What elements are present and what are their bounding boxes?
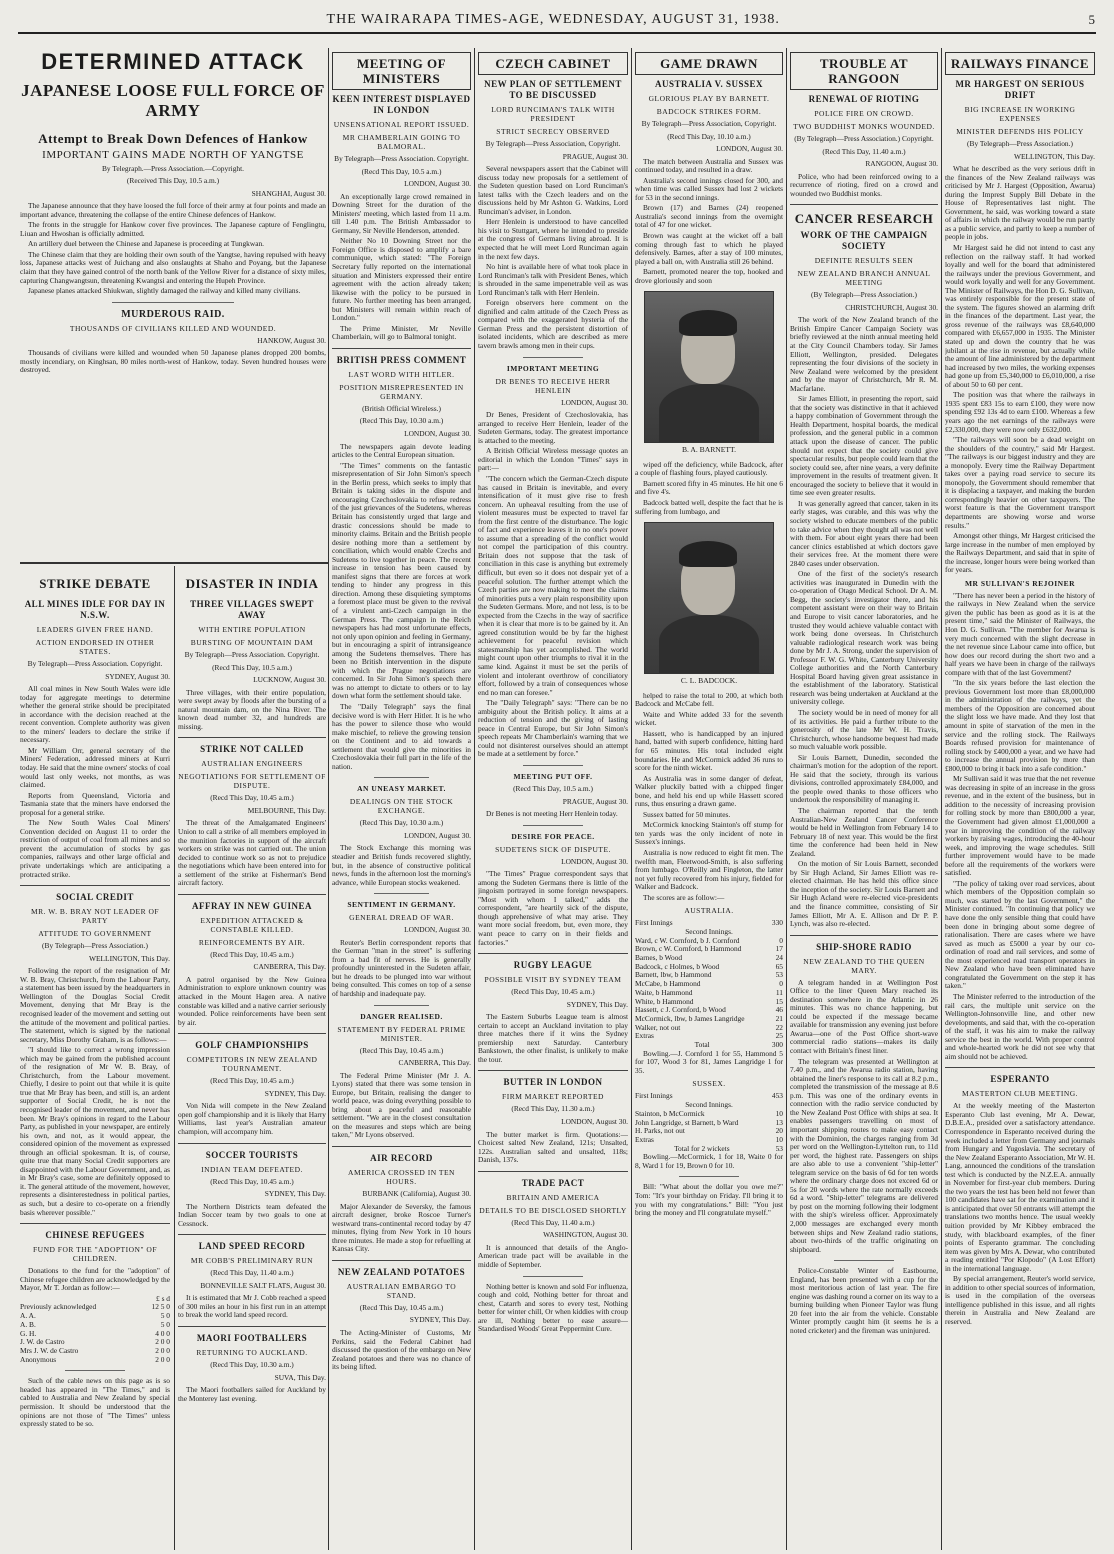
column-czech-cabinet (478, 48, 628, 1550)
received-line: (Recd This Day, 10.30 a.m.) (359, 416, 444, 426)
donation-table (20, 1295, 170, 1365)
paragraph: No hint is available here of what took place in Lord Runciman's talk with President Benes, which is shrouded in the same impenetrable veil as was Lord Runciman's talk with Herr Henlein. (478, 262, 628, 297)
paragraph: helped to raise the total to 200, at which both Badcock and McCabe fell. (635, 690, 783, 709)
paragraph: The Acting-Minister of Customs, Mr Perkins, said the Federal Cabinet had discussed the question of the embargo on New Zealand potatoes and there was no chance of its being lifted. (332, 1327, 471, 1372)
subheadline: MR COBB'S PRELIMINARY RUN (190, 1256, 314, 1266)
headline: DANGER REALISED. (360, 1011, 443, 1021)
subheadline: JAPANESE LOOSE FULL FORCE OF ARMY (21, 80, 325, 120)
paragraph: It was generally agreed that cancer, taken in its early stages, was curable, and this was why the society wished to educate members of the public to take advice when they thought all was not well with them. For about eight years there had been cancer clinics established at which doctors gave their services free. At the moment there were 2840 cases under observation. (790, 498, 938, 568)
headline: MEETING OF MINISTERS (332, 52, 471, 90)
subheadline: AUSTRALIA V. SUSSEX (655, 79, 763, 89)
subheadline: AUSTRALIAN ENGINEERS (201, 759, 303, 769)
paragraph: Several newspapers assert that the Cabinet will discuss today new proposals for a settlement of the Sudeten question based on Lord Runciman's latest talks with the Czech leaders and on the discussions held by Mr Ashton G. Watkins, Lord Runciman's adviser, in London. (478, 164, 628, 216)
column-railways-finance (945, 48, 1095, 1550)
byline: (British Official Wireless.) (362, 403, 441, 413)
paragraph: The match between Australia and Sussex was continued today, and resulted in a draw. (635, 156, 783, 175)
column-rule (631, 48, 632, 1550)
paragraph: "The concern which the German-Czech dispute has caused in Britain is inevitable, and every intensification of it must give rise to fresh concern. An upheaval resulting from the use of violent measures must be expected to travel far from the first centre of the disturbance. The logic of fact and experience leaves it in no one's power to assume that a spreading of the conflict would not compel the participation of this country. Britain does not suppose that the task of conciliation in this case is anything but extremely difficult, but even so it does not despair yet of a peaceful solution. The further attempt which the Czech parties are now making to meet the claims of minorities puts a very plain responsibility upon the Sudeten Germans. More, and not less, is to be expected from the Czechs in the way of sacrifice when it is clear that more is to be gained by it. An agreed constitution would be by far the highest achievement for peaceful revision which statesmanship has yet accomplished. The world might count upon other triumphs to rival it in the same kind. Against it must be set the perils of violent and intolerant overthrow of conciliatory effort, followed by a train of consequences whose end no man can foresee." (478, 473, 628, 697)
section-rule (20, 562, 328, 564)
headline: BUTTER IN LONDON (503, 1077, 603, 1088)
headline: MEETING PUT OFF. (513, 772, 593, 781)
byline: By Telegraph—Press Association, Copyright. (485, 139, 621, 148)
received-line: (Recd This Day, 11.30 a.m.) (511, 1104, 595, 1114)
received-line: (Recd This Day, 10.45 a.m.) (359, 1302, 444, 1312)
headline: LAND SPEED RECORD (198, 1241, 306, 1252)
paragraph: Following the report of the resignation of Mr W. B. Bray, Christchurch, from the Labour Party, a statement has been issued by the headquarters in Wellington of the Douglas Social Credit Movement, denying that Mr Bray is the recognised leader of the movement and setting out the attitude of the movement and political parties. The statement, which is signed by the national secretary, Miss Dorothy Graham, is as follows:— (20, 966, 170, 1044)
paragraph: The scores are as follow:— (643, 892, 725, 902)
headline: DETERMINED ATTACK (41, 49, 305, 74)
dateline: LONDON, August 30. (716, 144, 783, 154)
subheadline: Attempt to Break Down Defences of Hankow (38, 130, 308, 146)
column-rule (328, 48, 329, 1550)
paragraph: The position was that where the railways in 1935 spent £83 15s to earn £100, they were now spending £92 13s 4d to earn £100. Whereas a few years ago the net earnings of the railways were £2,330,000, they were now only £632,000. (945, 390, 1095, 434)
headline: MURDEROUS RAID. (121, 308, 225, 320)
paragraph: The New South Wales Coal Miners' Convention decided on August 11 to order the restriction of output of coal from all mines and so prevent the accumulation of stocks by gas companies, railways and other large official and private undertakings which are anticipating a protracted strike. (20, 818, 170, 879)
paragraph: It is announced that details of the Anglo-American trade pact will be available in the middle of September. (478, 1242, 628, 1269)
scorecard-heading: SUSSEX. (692, 1079, 726, 1089)
received-line: (Recd This Day, 10.45 a.m.) (210, 1176, 294, 1186)
subheadline: UNSENSATIONAL REPORT ISSUED. (333, 120, 470, 129)
received-line: (Recd This Day, 11.40 a.m.) (822, 146, 906, 156)
table-row: Total 300 (694, 1040, 783, 1050)
dateline: SYDNEY, This Day. (566, 999, 628, 1009)
paragraph: wiped off the deficiency, while Badcock, after a couple of flashing fours, played cautiously. (635, 459, 783, 478)
paragraph: Australia is now reduced to eight fit men. The twelfth man, Fleetwood-Smith, is also suffering from lumbago. O'Reilly and Fingleton, the latter not yet fully recovered from his injury, fielded for Walker and Badcock. (635, 847, 783, 892)
paragraph: Reports from Queensland, Victoria and Tasmania state that the miners have endorsed the proposal for a general strike. (20, 790, 170, 817)
subheadline: DEALINGS ON THE STOCK EXCHANGE. (349, 797, 454, 816)
byline: (By Telegraph—Press Association.) (811, 290, 917, 300)
subheadline: LORD RUNCIMAN'S TALK WITH PRESIDENT (491, 105, 615, 123)
received-line: (Recd This Day, 11.40 a.m.) (511, 1217, 595, 1227)
byline: By Telegraph—Press Association, Copyright. (641, 119, 777, 128)
byline: By Telegraph.—Press Association.—Copyright. (101, 163, 245, 173)
subheadline: RENEWAL OF RIOTING (808, 94, 920, 104)
headline: IMPORTANT MEETING (506, 363, 600, 373)
byline: (By Telegraph—Press Association.) (42, 941, 148, 951)
column-rule (474, 48, 475, 1550)
table-row: White, b Hammond 15 (635, 996, 783, 1006)
paragraph: Sir Louis Barnett, Dunedin, seconded the chairman's motion for the adoption of the report. He said that the society, through its various divisions, controlled approximately £84,000, and the people owed thanks to those officers who undertook the responsibility of managing it. (790, 752, 938, 805)
headline: TROUBLE AT RANGOON (790, 52, 938, 90)
received-line: (Recd This Day, 10.45 a.m.) (210, 1076, 294, 1086)
paragraph: As Australia was in some danger of defeat, Walker pluckily batted with a chipped finger bone, and held his end up while Hassett scored runs, thus ensuring a drawn game. (635, 773, 783, 809)
paragraph: The Japanese announce that they have loosed the full force of their army at four points and made an important advance, threatening the collapse of the entire Chinese defences of Hankow. (20, 201, 326, 219)
paragraph: Amongst other things, Mr Hargest criticised the large increase in the number of men employed by the Railways Department, and said that in spite of the increase, longer hours were being worked than for years. (945, 531, 1095, 575)
paragraph: Police-Constable Winter of Eastbourne, England, has been presented with a cup for the most meritorious action of last year. The fire engine was dashing round a corner on its way to a burning building when Pioneer Taylor was flung 20 feet into the air from the vehicle. Constable Winter promptly caught him (it seems he is a noted cricketer) and the fireman was uninjured. (790, 1266, 938, 1335)
paragraph: McCormick knocking Stainton's off stump for ten yards was the only incident of note in Sussex's innings. (635, 820, 783, 847)
subheadline: STATEMENT BY FEDERAL PRIME MINISTER. (337, 1024, 466, 1043)
subheadline: GENERAL DREAD OF WAR. (349, 913, 454, 923)
portrait-photo-barnett (644, 291, 774, 443)
paragraph: The butter market is firm. Quotations:—Choicest salted New Zealand, 121s; Unsalted, 122s. Australian salted and unsalted, 118s; Danish, 137s. (478, 1129, 628, 1165)
subheadline: MR SULLIVAN'S REJOINER (964, 578, 1076, 588)
subheadline: NEW ZEALAND BRANCH ANNUAL MEETING (797, 269, 931, 288)
paragraph: Japanese planes attacked Shiukwan, slightly damaged the railway and killed many civilians. (28, 286, 301, 296)
headline: DESIRE FOR PEACE. (511, 831, 595, 841)
subheadline: LAST WORD WITH HITLER. (348, 369, 455, 379)
paragraph: The threat of the Amalgamated Engineers' Union to call a strike of all members employed in the munition factories in support of the aircraft workers on strike was not carried out. The union decided to continue work so as not to prejudice the negotiations which have been entered into for a settlement of the strike at Fisherman's Bend aircraft factory. (178, 818, 326, 888)
headline: CANCER RESEARCH (794, 211, 934, 227)
paragraph: Bowling.—J. Cornford 1 for 55, Hammond 5 for 107, Wood 3 for 81, James Langridge 1 for 35. (635, 1048, 783, 1075)
table-row: Brown, c W. Cornford, b Hammond 17 (635, 944, 783, 954)
paragraph: Bowling.—McCormick, 1 for 18, Waite 0 for 8, Ward 1 for 19, Brown 0 for 10. (635, 1152, 783, 1170)
photo-caption: B. A. BARNETT. (681, 445, 737, 455)
subheadline: REINFORCEMENTS BY AIR. (198, 937, 306, 947)
subheadline: GLORIOUS PLAY BY BARNETT. (648, 94, 770, 103)
headline: SOCCER TOURISTS (205, 1149, 299, 1160)
table-row: Barnes, b Wood 24 (635, 953, 783, 963)
paragraph: A British Official Wireless message quotes an editorial in which the London "Times" says in part:— (478, 446, 628, 473)
paragraph: Sussex batted for 50 minutes. (643, 809, 731, 819)
received-line: (Recd This Day, 10.5 a.m.) (513, 784, 593, 793)
subheadline: POSSIBLE VISIT BY SYDNEY TEAM (484, 975, 622, 985)
paragraph: An exceptionally large crowd remained in Downing Street for the duration of the Ministers' meeting, which lasted from 11 a.m. till 1.40 p.m. The British Ambassador to Germany, Sir Neville Henderson, attended. (332, 191, 471, 235)
headline: DISASTER IN INDIA (185, 576, 319, 591)
headline: RAILWAYS FINANCE (945, 52, 1095, 75)
paragraph: The Federal Prime Minister (Mr J. A. Lyons) stated that there was some tension in Europe, but Britain, realising the danger to world peace, was doing everything possible to bring about a peaceful and reasonable settlement. "We are in the closest consultation on the measures and steps which are being taken," Mr Lyons observed. (332, 1070, 471, 1140)
paragraph: Dr Benes, President of Czechoslovakia, has arranged to receive Herr Henlein, leader of the Sudeten Germans, today. The greatest importance is attached to the meeting. (478, 410, 628, 445)
subheadline: NEGOTIATIONS FOR SETTLEMENT OF DISPUTE. (178, 772, 326, 791)
paragraph: The Eastern Suburbs League team is almost certain to accept an Auckland invitation to play three matches there if it wins the Sydney premiership next Saturday. Canterbury Bankstown, the other finalist, is unlikely to make the tour. (478, 1012, 628, 1064)
paragraph: Police, who had been reinforced owing to a recurrence of rioting, fired on a crowd and wounded two Buddhist monks. (790, 171, 938, 198)
table-row: John Langridge, st Barnett, b Ward 13 (635, 1117, 783, 1127)
subheadline: COMPETITORS IN NEW ZEALAND TOURNAMENT. (186, 1055, 318, 1074)
dateline: SYDNEY, This Day. (409, 1315, 471, 1325)
table-row: Total for 2 wickets 53 (674, 1143, 783, 1153)
paragraph: Neither No 10 Downing Street nor the Foreign Office is disposed to amplify a bare communique, which stated: "The Foreign Secretary fully reported on the international situation and Ministers expressed their entire agreement with the action already taken; likewise with the policy to be pursued in future. No further meeting has been arranged, but Ministers will remain within reach of London." (332, 236, 471, 323)
dateline: RANGOON, August 30. (865, 159, 938, 169)
headline: TRADE PACT (521, 1177, 585, 1188)
scorecard-australia: First Innings 330 Second Innings. Ward, c W. Cornford, b J. Cornford 0 Brown, c W. Cornford, b Hammond 17 Barnes, b Wood 24 Badcock, c Holmes, b Wood 65 Barnett, lbw, b Hammond 53 McCabe, b Hammond 0 Waite, b Hammond 11 White, b Hammond 15 Hassett, c J. Cornford, b Wood 46 McCormick, lbw, b James Langridge 21 Walker, not out 22 Extras 25 Total 300 (635, 918, 783, 1050)
dateline: LONDON, August 30. (404, 179, 471, 189)
table-row: First Innings 453 (635, 1091, 783, 1101)
dateline: SYDNEY, This Day. (264, 1189, 326, 1199)
column-disaster-in-india (178, 568, 326, 1550)
dateline: PRAGUE, August 30. (562, 151, 628, 161)
paragraph: "There has never been a period in the history of the railways in New Zealand when the service given the public has been as good as it is at the present time," said the Minister of Railways, the Hon D. G. Sullivan. "The member for Awarua is very much concerned with the slight decrease in the net revenue since Labour came into office, but how does our record during the short two and a half years we have been in charge of the railways compare with that of the last Government? (945, 590, 1095, 677)
dateline: WELLINGTON, This Day. (1014, 151, 1095, 161)
subheadline: FIRM MARKET REPORTED (502, 1092, 604, 1102)
paragraph: Foreign observers here comment on the dignified and calm attitude of the Czech Press as compared with the exaggerated hysteria of the German Press and the persistent distortion of isolated incidents, which are described as mere tavern brawls among men in their cups. (478, 298, 628, 351)
advertisement-verse: Nothing better is known and sold For influenza, cough and cold, Nothing better for throat and chest, Catarrh and sores to every test, Nothing better for winter chill, Or when kiddies with croup are ill, Nothing better to ease assure—Standardised Woods' Great Peppermint Cure. (478, 1281, 628, 1334)
byline: (By Telegraph—Press Association.) (967, 139, 1073, 148)
paragraph: A patrol organised by the New Guinea Administration to explore unknown country was attacked in the Mount Hagen area. A native constable was killed and a native carrier seriously wounded. Police reinforcements have been sent by air. (178, 974, 326, 1027)
subheadline: POLICE FIRE ON CROWD. (814, 109, 914, 118)
received-line: (Recd This Day, 10.30 a.m.) (210, 1359, 294, 1369)
byline: (By Telegraph—Press Association.) Copyright. (794, 134, 934, 143)
paragraph: Donations to the fund for the "adoption" of Chinese refugee children are acknowledged by the Mayor, Mr T. Jordan as follow:— (20, 1266, 170, 1293)
paragraph: The chairman reported that the tenth Australian-New Zealand Cancer Conference would be held in Wellington from February 14 to February 18 of next year. This would be the first time the conference had been held in New Zealand. (790, 806, 938, 858)
subheadline: DEFINITE RESULTS SEEN (814, 256, 914, 266)
subheadline: MINISTER DEFENDS HIS POLICY (956, 127, 1084, 136)
paragraph: "The policy of taking over road services, about which members of the Opposition complain so much, was started by the last Government," the Minister continued. "In continuing that policy we have done the only sensible thing that could have been done in bringing about some degree of rationalisation. There are cases where we have saved as much as £5000 a year by our co-ordination of road and rail services, and some of the most experienced road transport operators in New Zealand who have been eliminated have congratulated the Government on the step it has taken." (945, 878, 1095, 991)
subheadline: ALL MINES IDLE FOR DAY IN N.S.W. (24, 599, 166, 620)
paragraph: What he described as the very serious drift in the finances of the New Zealand railways was criticised by Mr J. Hargest (Opposition, Awarua) during the Imprest Supply Bill Debate in the House of Representatives last night. The Government, he said, was working toward a state of affairs in which the railway would be run partly as a public service, and partly to keep a number of people in jobs. (945, 164, 1095, 242)
headline: CZECH CABINET (478, 52, 628, 75)
paragraph: The Maori footballers sailed for Auckland by the Monterey last evening. (178, 1385, 326, 1403)
received-line: (Recd This Day, 10.45 a.m.) (210, 793, 294, 803)
table-row: G. H. 4 0 0 (20, 1328, 170, 1338)
received-line: (Recd This Day, 10.45 a.m.) (511, 987, 595, 997)
table-row: Badcock, c Holmes, b Wood 65 (635, 961, 783, 971)
paragraph: The society would be in need of money for all of its activities. He paid a further tribute to the generosity of the late Mr W. H. Travis, Christchurch, whose handsome bequest had made so much valuable work possible. (790, 707, 938, 752)
paragraph: "The Times" comments on the fantastic misrepresentation of Sir John Simon's speech in the Berlin press, which seeks to imply that Britain is taking sides in the dispute and encouraging Czechoslovakia to refuse redress of the just grievances of the Sudetens, whereas Britain has consistently urged that large and drastic concessions should be made to minority claims. Britain and the British people desire nothing more than a settlement by conciliation, which would enable Czechs and Sudetens to live together in peace. The recent increase in tension has been caused by manifest signs that there are forces at work tending to hinder any progress in this direction. Among these disquieting symptoms a foremost place must be given to the revival of a virulent anti-Czech campaign in the German Press. The campaign in the Reich newspapers has had most unfortunate effects, not only upon opinion and feeling in Germany, but in encouraging a spirit of intransigeance among the Sudetens themselves. There has been no British intervention in the dispute with which the Prague negotiations are concerned. In Sir John Simon's speech there was no attempt to dictate to others or to lay down what form the settlement should take. (332, 460, 471, 701)
paragraph: Badcock batted well, despite the fact that he is suffering from lumbago, and (635, 498, 783, 516)
currency-header: £ s d (156, 1293, 170, 1303)
paragraph: The Chinese claim that they are holding their own south of the Yangtse, having repulsed with heavy loss, Japanese attacks west of Juichang and also onslaughts at Shaho and Poyang, but the Japanese claim that they have gained control of the north bank of the Yellow River for a distance of sixty miles, capturing Changwangtsun, threatening Kwangtsi and entering the Hupeh Province. (20, 249, 326, 285)
dateline: LONDON, August 30. (404, 429, 471, 439)
headline: NEW ZEALAND POTATOES (337, 1266, 466, 1277)
byline: By Telegraph—Press Association. Copyright. (184, 650, 320, 659)
headline: RUGBY LEAGUE (513, 960, 593, 971)
received-line: (Recd This Day, 10.5 a.m.) (361, 166, 442, 176)
dateline: LONDON, August 30. (404, 830, 471, 840)
paragraph: Australia's second innings closed for 300, and when time was called Sussex had lost 2 wickets for 53 in the second innings. (635, 175, 783, 202)
paragraph: The Minister referred to the introduction of the rail cars, the multiple unit service on the Wellington-Johnsonville line, and other new developments, and said that, with the co-operation of the staff, it was his aim to make the railway service the best in the world. With proper control and whole-hearted work he did not see why that aim should not be achieved. (945, 991, 1095, 1061)
subheadline: BADCOCK STRIKES FORM. (656, 107, 762, 116)
table-row: Walker, not out 22 (635, 1022, 783, 1032)
masthead (18, 8, 1096, 34)
paragraph: Such of the cable news on this page as is so headed has appeared in "The Times," and is cabled to Australia and New Zealand by special permission. It should be understood that the opinions are not those of "The Times" unless expressly stated to be so. (20, 1376, 170, 1429)
paragraph: Reuter's Berlin correspondent reports that the German "man in the street" is suffering from a bad fit of nerves. He is generally profoundly uninterested in the Sudeten affair, but he dreads to be plunged into war without being consulted. This comes on top of a sense of hardship and inadequate pay. (332, 937, 471, 999)
subheadline: BURSTING OF MOUNTAIN DAM (190, 638, 314, 647)
table-row: Anonymous 2 0 0 (20, 1354, 170, 1364)
byline: By Telegraph—Press Association. Copyright. (334, 154, 469, 163)
column-trouble-at-rangoon (790, 48, 938, 1550)
subheadline: MR CHAMBERLAIN GOING TO BALMORAL. (342, 133, 461, 151)
dateline: CANBERRA, This Day. (253, 962, 326, 972)
subheadline: BRITAIN AND AMERICA (506, 1192, 600, 1202)
dateline: PRAGUE, August 30. (562, 796, 628, 806)
paragraph: The "Daily Telegraph" says: "There can be no ambiguity about the British policy. It aims at a reduction of tension and the giving of lasting peace in Central Europe, but Sir John Simon's speech repeats Mr Chamberlain's warning that we could not disinterest ourselves should an attempt be made at a settlement by force." (478, 698, 628, 759)
received-line: (Recd This Day, 11.40 a.m.) (210, 1268, 294, 1278)
subheadline: TWO BUDDHIST MONKS WOUNDED. (793, 122, 935, 131)
received-line: (Recd This Day, 10.45 a.m.) (210, 949, 294, 959)
subheadline: ACTION ENDORSED IN OTHER STATES. (35, 638, 155, 656)
subheadline: WORK OF THE CAMPAIGN SOCIETY (800, 230, 928, 252)
article-determined-attack (20, 48, 326, 560)
paragraph: At the weekly meeting of the Masterton Esperanto Club last evening, Mr A. Dewar, D.B.E.A., presided over a satisfactory attendance. Correspondence in Esperanto received during the week included a letter from Germany and journals from Hungary and Yugoslavia. The secretary of the New Zealand Esperanto Association, Mr W. H. Lang, announced the conditions of the translation test which is conducted by the N.Z.E.A. annually in November for first-year club members. During the two years the test has been held not fewer than 100 candidates have sat for the examination and it is anticipated that over 50 entrants will attempt the translations two months hence. The usual weekly tuition provided by Mr Kibbey embraced the study, with blackboard examples, of the finer points of Esperanto grammar. The concluding item was given by Mrs A. Dewar, who contributed a reading entitled "Por Klopodo" (A Lost Effort) in the international language. (945, 1101, 1095, 1273)
paragraph: Herr Henlein is understood to have cancelled his visit to Stuttgart, where he intended to preside at the congress of Germans living abroad. It is expected that he will meet Lord Runciman again in the next few days. (478, 217, 628, 261)
paragraph: Thousands of civilians were killed and wounded when 50 Japanese planes dropped 200 bombs, mostly incendiary, on Kinghsan, 80 miles north-west of Hankow, today. Seven hundred houses were destroyed. (20, 348, 326, 375)
subheadline: MR. W. B. BRAY NOT LEADER OF PARTY (30, 907, 160, 926)
column-game-drawn (635, 48, 783, 1550)
headline: STRIKE NOT CALLED (200, 744, 304, 755)
paragraph: Dr Benes is not meeting Herr Henlein today. (486, 809, 618, 819)
dateline: LONDON, August 30. (561, 856, 628, 866)
dateline: SUVA, This Day. (274, 1372, 326, 1382)
table-row: A. B. 5 0 (20, 1319, 170, 1329)
paragraph: Major Alexander de Seversky, the famous aircraft designer, broke Roscoe Turner's westward trans-continental record today by 47 minutes, flying from New York in 10 hours three minutes. He made a stop for refuelling at Kansas City. (332, 1201, 471, 1254)
scorecard-heading: AUSTRALIA. (684, 906, 734, 916)
paragraph: "In the six years before the last election the previous Government lost more than £8,000,000 in the administration of the railways, yet the members of the Opposition are concerned about the slight loss we have made. And they lost that amount in spite of starvation of the men in the service and the rolling stock. The Railways Boards refused provision for maintenance of rolling stock by £400,000 a year, and we have had to increase the annual provision by more than £800,000 to bring it back into a safe condition." (945, 678, 1095, 773)
subheadline: THREE VILLAGES SWEPT AWAY (190, 599, 314, 620)
headline: SENTIMENT IN GERMANY. (347, 900, 456, 910)
subheadline: MASTERTON CLUB MEETING. (961, 1089, 1079, 1099)
received-line: (Recd This Day, 10.45 a.m.) (359, 1045, 444, 1055)
dateline: SYDNEY, This Day. (264, 1088, 326, 1098)
table-row: J. W. de Castro 2 0 0 (20, 1337, 170, 1347)
paragraph: Mr Sullivan said it was true that the net revenue was decreasing in spite of an increase in the gross revenue, and in the extent of the business, but in addition to the necessity of increasing provision for rolling stock by more than £800,000 a year, the Government had given almost £1,000,000 a year in improving the condition of the railway workers by raising wages, introducing the 40-hour week, and improving the wage schedules. Still further improvement would have to be made before all the requirements of the workers were satisfied. (945, 774, 1095, 878)
paragraph: "The Times" Prague correspondent says that among the Sudeten Germans there is little of the jingoism portrayed in some foreign newspapers. "Most with whom I talked," adds the correspondent, "are heartily sick of the dispute, though apprehensive of what may arise. They want more social freedom, but, even more, they want peace to carry on in their fields and factories." (478, 869, 628, 947)
column-rule (786, 48, 787, 1550)
dateline: BONNEVILLE SALT FLATS, August 30. (200, 1280, 326, 1290)
paragraph: Hassett, who is handicapped by an injured hand, batted with superb confidence, hitting hard for 65 minutes. His total included eight boundaries. He and McCormick added 36 runs to score for the ninth wicket. (635, 728, 783, 773)
table-row: A. A. 5 0 (20, 1311, 170, 1321)
column-rule (174, 566, 175, 1550)
headline: STRIKE DEBATE (39, 576, 151, 591)
table-row: McCabe, b Hammond 0 (635, 979, 783, 989)
table-row: Extras 10 (635, 1134, 783, 1144)
table-row: First Innings 330 (635, 918, 783, 928)
masthead-title: THE WAIRARAPA TIMES-AGE, WEDNESDAY, AUGUST 31, 1938. (326, 12, 780, 27)
headline: ESPERANTO (990, 1074, 1050, 1085)
paragraph: The Stock Exchange this morning was steadier and British funds recovered slightly, but, in the absence of constructive political news, funds in the afternoon lost the morning's advance, while European stocks weakened. (332, 843, 471, 887)
dateline: BURBANK (California), August 30. (362, 1189, 471, 1199)
paragraph: Waite and White added 33 for the seventh wicket. (635, 709, 783, 728)
subheadline: POSITION MISREPRESENTED IN GERMANY. (339, 382, 464, 401)
subheadline: EXPEDITION ATTACKED & CONSTABLE KILLED. (200, 915, 304, 934)
table-row: Stainton, b McCormick 10 (635, 1108, 783, 1118)
headline: SHIP-SHORE RADIO (816, 941, 912, 952)
table-row: H. Parks, not out 20 (635, 1126, 783, 1136)
dateline: WELLINGTON, This Day. (89, 953, 170, 963)
headline: GAME DRAWN (635, 52, 783, 75)
paragraph: Bill: "What about the dollar you owe me?" Tom: "It's your birthday on Friday. I'll bring it to you with my congratulations." Bill: "You just bring the money and I'll congratulate myself." (635, 1182, 783, 1218)
paragraph: It is estimated that Mr J. Cobb reached a speed of 300 miles an hour in his first run in an attempt to break the world land speed record. (178, 1293, 326, 1320)
subheadline: RETURNING TO AUCKLAND. (196, 1347, 308, 1357)
subheadline: AMERICA CROSSED IN TEN HOURS. (348, 1168, 455, 1187)
paragraph: Sir James Elliott, in presenting the report, said that the society was distinctive in that it achieved a happy combination of Government through the Health Department, hospital boards, the medical profession, and the general public in a common attack upon the disease of cancer. The public should not expect that the society could give spectacular results, but people could learn that the society could see, after nine years, a very definite improvement in the results of treatment given. It encouraged the society to believe that it would in time see even greater results. (790, 394, 938, 498)
table-row: Previously acknowledged 12 5 0 (20, 1302, 170, 1312)
table-row: McCormick, lbw, b James Langridge 21 (635, 1013, 783, 1023)
received-line: (Received This Day, 10.5 a.m.) (126, 176, 220, 186)
dateline: CANBERRA, This Day. (398, 1058, 471, 1068)
paragraph: "The railways will soon be a dead weight on the shoulders of the country," said Mr Hargest. "The railways is our biggest industry and they are a monopoly. Every time the Railway Department takes over a paying road service to secure its monopoly, the Government should remember that it is displacing a taxpayer, and making the burden correspondingly heavier on other taxpayers. The worst feature is that the Government transport departments are showing worse and worse results." (945, 435, 1095, 530)
dateline: CHRISTCHURCH, August 30. (845, 302, 938, 312)
paragraph: "I should like to correct a wrong impression which may be gained from the published account of the resignation of Mr W. B. Bray, of Christchurch, from the Labour movement. Chiefly, I desire to point out that while it is quite true that Mr Bray has been, and still is, an ardent supporter of Social Credit, he is not the recognised leader of the movement, and never has been. Mr Bray's opinions in regard to the Labour Party, as published in your newspaper, are entirely his own, and not, as it would appear, the considered opinion of the movement as expressed through an official spokesman. It is, of course, quite true that many Social Credit supporters are disappointed with the Labour Government, and, as in Mr Bray's case, some are definitely opposed to it. The general attitude of the movement, however, represents a disinterestedness in political parties, as such, but a desire to co-operate on a friendly basis wherever possible." (20, 1045, 170, 1217)
subheadline: DR BENES TO RECEIVE HERR HENLEIN (495, 376, 611, 395)
paragraph: An artillery duel between the Chinese and Japanese is proceeding at Tungkwan. (28, 239, 265, 249)
dateline: SHANGHAI, August 30. (251, 188, 326, 198)
paragraph: Barnett, promoted nearer the top, hooked and drove gloriously and soon (635, 267, 783, 285)
paragraph: The "Daily Telegraph" says the final decisive word is with Herr Hitler. It is he who has the power to silence those who would make mischief, to relieve the growing tension on the Continent and to aid towards a settlement that would give the minorities in Czechoslovakia their full part in the life of the nation. (332, 701, 471, 771)
paragraph: The fronts in the struggle for Hankow cover five provinces. The Japanese capture of Fenglingtu, Liuan and Hwoshan is officially admitted. (20, 220, 326, 238)
headline: AIR RECORD (370, 1153, 433, 1164)
paragraph: The newspapers again devote leading articles to the Central European situation. (332, 441, 471, 460)
paragraph: Mr Hargest said he did not intend to cast any reflection on the railway staff. It had worked loyally and well for the board that administered the railways under the previous Government, and would work loyally and well for any Government. The Minister of Railways, the Hon D. G. Sullivan, was entirely responsible for the present state of the system. The figures showed an alarming drift in the finances of the department. Last year, the gross revenue of the railways was £8,640,000 compared with £6,657,000 in 1935. The Minister stated up and down the country that he was jubilant at the rise in revenue, but actually while the amount of line administered by the department had increased by two miles, the working expenses had gone up from £5,340,000 to £6,010,000, a rise of about 50 to 60 per cent. (945, 243, 1095, 389)
dateline: LONDON, August 30. (404, 925, 471, 935)
dateline: HANKOW, August 30. (257, 335, 326, 345)
table-row: Extras 25 (635, 1031, 783, 1041)
dateline: LONDON, August 30. (561, 1117, 628, 1127)
headline: BRITISH PRESS COMMENT (336, 354, 467, 365)
dateline: LUCKNOW, August 30. (253, 675, 326, 685)
paragraph: A telegram handed in at Wellington Post Office to the liner Queen Mary reached its destination somewhere in the Atlantic in 26 minutes. This was no chance happening, but could be expected if the message became available for transmission any evening just before Awarua—one of the Post Office short-wave commercial radio stations—makes its daily contact with Britain's finest liner. (790, 977, 938, 1056)
received-line: (Recd This Day, 10.30 a.m.) (359, 818, 444, 828)
headline: SOCIAL CREDIT (56, 892, 134, 903)
headline: MAORI FOOTBALLERS (196, 1332, 308, 1343)
paragraph: The telegram was presented at Wellington at 7.40 p.m., and the Awarua radio station, having obtained the liner's response to its call at 8.2 p.m., completed the transmission of the message at 8.6 p.m. This was one of the ordinary events in connection with the radio service conducted by the New Zealand Post Office with ships at sea. It enables passengers travelling on most of important shipping routes to make easy contact with the Dominion, the charges ranging from 3d per word on the Wellington-Lyttelton run, to 11d per word, the highest rate. Passengers on ships are also able to use a convenient "ship-letter" telegram service on the basis of 6d for ten words where the ordinary charge does not exceed 6d or 5s for 20 words where the rate normally exceeds 6d a word. "Ship-letter" telegrams are delivered by post on the morning following their lodgment with the ship's wireless officer. Approximately 2,000 messages are exchanged every month between ships and New Zealand radio stations, about two-thirds of the traffic originating on shipboard. (790, 1056, 938, 1254)
table-row: Waite, b Hammond 11 (635, 987, 783, 997)
paragraph: By special arrangement, Reuter's world service, in addition to other special sources of information, is used in the compilation of the overseas intelligence published in this issue, and all rights therein in Australia and New Zealand are reserved. (945, 1274, 1095, 1326)
subheadline: SUDETENS SICK OF DISPUTE. (495, 844, 611, 854)
column-meeting-of-ministers (332, 48, 471, 1550)
paragraph: The Northern Districts team defeated the Indian Soccer team by two goals to one at Cessnock. (178, 1201, 326, 1228)
column-rule (941, 48, 942, 1550)
subheadline: MR HARGEST ON SERIOUS DRIFT (955, 79, 1085, 100)
subheadline: DETAILS TO BE DISCLOSED SHORTLY (479, 1205, 627, 1215)
headline: CHINESE REFUGEES (45, 1230, 145, 1241)
scorecard-sussex: First Innings 453 Second Innings. Stainton, b McCormick 10 John Langridge, st Barnett, b Ward 13 H. Parks, not out 20 Extras 10 Total for 2 wickets 53 (635, 1091, 783, 1153)
page-number: 5 (1088, 12, 1096, 27)
subheadline: KEEN INTEREST DISPLAYED IN LONDON (332, 94, 471, 115)
headline: AN UNEASY MARKET. (357, 784, 446, 794)
paragraph: Barnett scored fifty in 45 minutes. He hit one 6 and five 4's. (635, 478, 783, 497)
subheadline: BIG INCREASE IN WORKING EXPENSES (964, 105, 1076, 123)
table-row: Mrs J. W. de Castro 2 0 0 (20, 1345, 170, 1355)
dateline: MELBOURNE, This Day. (247, 805, 326, 815)
paragraph: The work of the New Zealand branch of the British Empire Cancer Campaign Society was briefly reviewed at the ninth annual meeting held at the City Council Chambers today. Sir James Elliott, Wellington, presided. Delegates representing the four divisions of the society in New Zealand were welcomed by the president and by the mayor of Christchurch, Mr R. M. Macfarlane. (790, 315, 938, 393)
paragraph: All coal mines in New South Wales were idle today for aggregate meetings to determine whether the general strike should be precipitated in accordance with the decision reached at the recent convention. Complete authority was given to the miners' leaders to declare the strike if necessary. (20, 684, 170, 745)
subheadline: THOUSANDS OF CIVILIANS KILLED AND WOUNDED. (69, 323, 277, 333)
subheadline: LEADERS GIVEN FREE HAND. (36, 625, 154, 634)
subheadline: WITH ENTIRE POPULATION (198, 625, 306, 634)
paragraph: The Prime Minister, Mr Neville Chamberlain, will go to Balmoral tonight. (332, 323, 471, 342)
subheadline: NEW ZEALAND TO THE QUEEN MARY. (803, 956, 925, 975)
subheadline: NEW PLAN OF SETTLEMENT TO BE DISCUSSED (484, 79, 622, 100)
paragraph: Mr William Orr, general secretary of the Miners' Federation, addressed miners at Kurri today. He said that the mine owners' stocks of coal would last only weeks, not months, as was claimed. (20, 745, 170, 790)
paragraph: One of the first of the society's research activities was inaugurated in Dunedin with the co-operation of Otago Medical School. Dr A. M. Begg, the society's investigator there, and his competent assistant were on their way to Britain and Europe to visit cancer laboratories, and he trusted they would achieve valuable contact with work being done overseas. In Christchurch valuable radiological research work was being done by Mr J. A. Strong, under the supervision of Professor F. W. G. White, Canterbury University College authorities and the North Canterbury Hospital Board having given great assistance in the establishment of the laboratory. Statistical research was being undertaken at Auckland at the university college. (790, 569, 938, 707)
paragraph: Brown was caught at the wicket off a ball coming through fast to which he played defensively. Barnes, after a stay of 100 minutes, played a ball on, with Australia still 26 behind. (635, 231, 783, 266)
received-line: (Recd This Day, 10.10 a.m.) (667, 131, 751, 141)
paragraph: Brown (17) and Barnes (24) reopened Australia's second innings from the overnight total of 47 for one wicket. (635, 203, 783, 230)
headline: GOLF CHAMPIONSHIPS (195, 1040, 309, 1051)
dateline: SYDNEY, August 30. (105, 671, 170, 681)
photo-caption: C. L. BADCOCK. (680, 676, 738, 686)
subheadline: INDIAN TEAM DEFEATED. (201, 1164, 303, 1174)
column-strike-debate (20, 568, 170, 1550)
paragraph: Von Nida will compete in the New Zealand open golf championship and it is likely that Harry Williams, last year's Australian amateur champion, will accompany him. (178, 1101, 326, 1136)
portrait-photo-badcock (644, 522, 774, 674)
table-row: Barnett, lbw, b Hammond 53 (635, 970, 783, 980)
table-row: Ward, c W. Cornford, b J. Cornford 0 (635, 935, 783, 945)
byline: By Telegraph—Press Association. Copyright. (27, 659, 163, 668)
received-line: (Recd This Day, 10.5 a.m.) (212, 662, 292, 672)
table-row: Hassett, c J. Cornford, b Wood 46 (635, 1005, 783, 1015)
subheadline: FUND FOR THE "ADOPTION" OF CHILDREN. (33, 1245, 157, 1264)
headline: AFFRAY IN NEW GUINEA (192, 900, 312, 911)
subheadline: AUSTRALIAN EMBARGO TO STAND. (346, 1281, 457, 1300)
dateline: LONDON, August 30. (561, 397, 628, 407)
subheadline: IMPORTANT GAINS MADE NORTH OF YANGTSE (42, 148, 304, 161)
subheadline: STRICT SECRECY OBSERVED (496, 127, 610, 136)
paragraph: On the motion of Sir Louis Barnett, seconded by Sir Hugh Acland, Sir James Elliott was re-elected chairman. He has held this office since the inception of the society. Sir Louis Barnett and Sir Hugh Acland were re-elected vice-presidents and the finance committee, consisting of Sir James Elliott, Mr A. E. Allison and Dr P. P. Lynch, was also re-elected. (790, 859, 938, 929)
dateline: WASHINGTON, August 30. (543, 1230, 628, 1240)
paragraph: Three villages, with their entire population, were swept away by floods after the bursting of a natural mountain dam, on the Nina River. The known dead number 32, and hundreds are missing. (178, 687, 326, 731)
subheadline: ATTITUDE TO GOVERNMENT (38, 929, 152, 939)
